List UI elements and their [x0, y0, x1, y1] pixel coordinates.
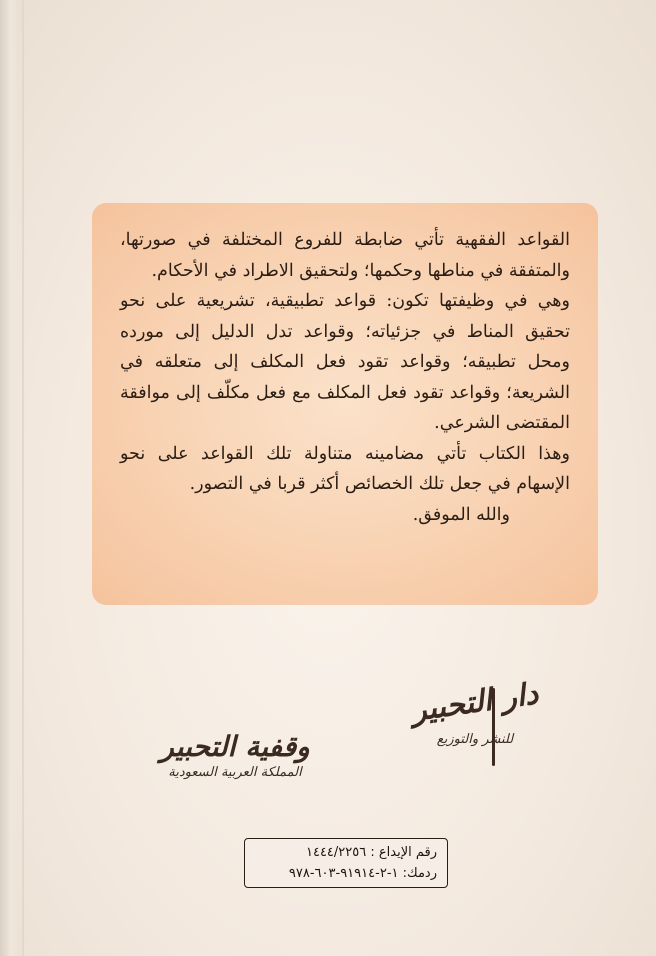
spine-fold: [22, 0, 24, 956]
sponsor-name: وقفية التحبير: [160, 730, 310, 763]
blurb-paragraph-3: وهذا الكتاب تأتي مضامينه متناولة تلك القواعد على نحو الإسهام في جعل تلك الخصائص أكثر قربا في التصور.: [120, 443, 570, 494]
blurb-closing: والله الموفق.: [412, 504, 510, 525]
sponsor-country: المملكة العربية السعودية: [168, 765, 302, 780]
blurb-paragraph-1: القواعد الفقهية تأتي ضابطة للفروع المختلفة في صورتها، والمتفقة في مناطها وحكمها؛ ولتحقيق الاطراد في الأحكام.: [120, 230, 570, 281]
publisher-name: دار التحبير: [409, 676, 541, 729]
blurb-box: [92, 203, 598, 605]
legal-deposit-box: [244, 838, 448, 888]
sponsor-logo: [160, 730, 310, 782]
spine-shadow: [0, 0, 18, 956]
publisher-tagline: للنشر والتوزيع: [436, 732, 514, 747]
blurb-paragraph-2: وهي في وظيفتها تكون: قواعد تطبيقية، تشريعية على نحو تحقيق المناط في جزئياته؛ وقواعد تدل الدليل إلى مورده ومحل تطبيقه؛ وقواعد تقود فعل المكلف إلى متعلقه في الشريعة؛ وقواعد تقود فعل المكلف مع فعل مكلّف إلى موافقة المقتضى الشرعي.: [120, 291, 570, 433]
deposit-number: رقم الإيداع : ١٤٤٤/٢٢٥٦: [305, 845, 437, 860]
publisher-logo: [409, 676, 541, 749]
isbn-number: ردمك: ١-٢-٩١٩١٤-٦٠٣-٩٧٨: [288, 866, 437, 881]
